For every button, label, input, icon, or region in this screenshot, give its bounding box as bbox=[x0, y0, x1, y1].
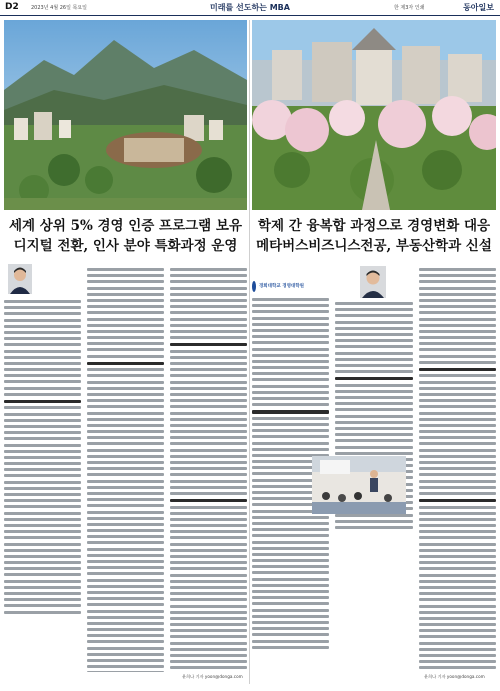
right-body-col-3 bbox=[419, 268, 496, 672]
newspaper-brand: 동아일보 bbox=[463, 3, 494, 12]
left-campus-photo bbox=[4, 20, 247, 210]
right-byline: 윤희나 기자 yoon@donga.com bbox=[424, 674, 485, 679]
left-headline-line2: 디지털 전환, 인사 분야 특화과정 운영 bbox=[13, 238, 238, 254]
section-title: 미래를 선도하는 MBA bbox=[210, 3, 290, 12]
left-headline bbox=[4, 216, 247, 256]
university-logo-text: 경희대학교 경영대학원 bbox=[258, 284, 304, 289]
left-body-col-1 bbox=[4, 268, 81, 672]
right-campus-photo bbox=[252, 20, 496, 210]
page-number: D2 bbox=[5, 2, 19, 12]
column-divider bbox=[249, 20, 250, 684]
left-byline: 윤희나 기자 yoon@donga.com bbox=[182, 674, 243, 679]
classroom-photo bbox=[312, 456, 406, 514]
left-body-col-3 bbox=[170, 268, 247, 672]
right-headline bbox=[252, 216, 496, 256]
left-headline-line1: 세계 상위 5% 경영 인증 프로그램 보유 bbox=[9, 218, 242, 234]
page-header bbox=[0, 0, 500, 16]
left-body-col-2 bbox=[87, 268, 164, 672]
page-info: 한 제3자 인쇄 bbox=[394, 5, 425, 11]
left-article-body bbox=[4, 268, 247, 672]
issue-date: 2023년 4월 26일 목요일 bbox=[31, 5, 88, 11]
right-headline-line2: 메타버스비즈니스전공, 부동산학과 신설 bbox=[256, 238, 492, 254]
right-headline-line1: 학제 간 융복합 과정으로 경영변화 대응 bbox=[257, 218, 491, 234]
